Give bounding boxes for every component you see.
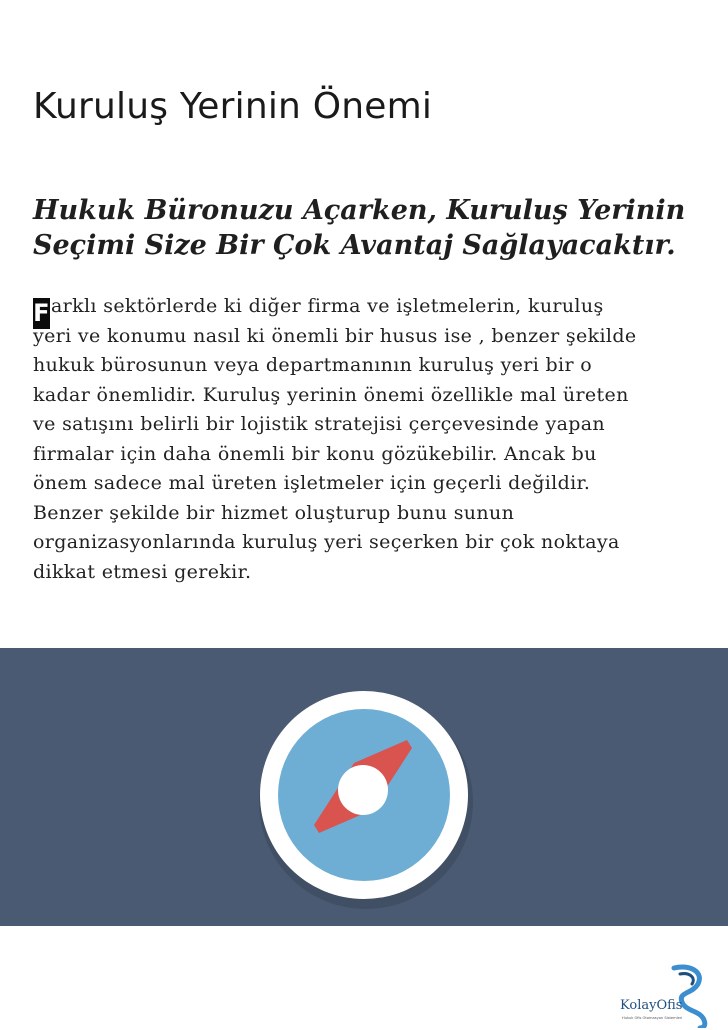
kolayofis-logo	[616, 962, 726, 1028]
body-line	[33, 292, 723, 327]
body-line: firmalar için daha önemli bir konu gözükebilir. Ancak bu	[33, 442, 597, 465]
body-line: ve satışını belirli bir lojistik stratejisi çerçevesinde yapan	[33, 413, 606, 435]
compass-center	[338, 765, 388, 815]
compass-icon	[0, 648, 728, 926]
body-line: önem sadece mal üreten işletmeler için geçerli değildir.	[33, 472, 591, 494]
subtitle-line: Hukuk Büronuzu Açarken, Kuruluş Yerinin	[33, 195, 686, 226]
body-line: hukuk bürosunun veya departmanının kuruluş yeri bir o	[33, 354, 593, 376]
body-line: kadar önemlidir. Kuruluş yerinin önemi özellikle mal üreten	[33, 383, 629, 406]
body-line: organizasyonlarında kuruluş yeri seçerken bir çok noktaya	[33, 531, 620, 553]
page-title: Kuruluş Yerinin Önemi	[33, 86, 433, 127]
subtitle-line: Seçimi Size Bir Çok Avantaj Sağlayacaktır.	[33, 230, 676, 261]
logo-name: KolayOfis	[620, 998, 683, 1013]
body-line: yeri ve konumu nasıl ki önemli bir husus ise , benzer şekilde	[33, 324, 637, 347]
body-line-text: arklı sektörlerde ki diğer firma ve işletmelerin, kuruluş	[51, 295, 604, 317]
body-line: dikkat etmesi gerekir.	[33, 560, 252, 583]
body-paragraph	[33, 292, 723, 587]
body-line: Benzer şekilde bir hizmet oluşturup bunu sunun	[33, 501, 515, 524]
compass-banner	[0, 648, 728, 926]
dropcap-letter: F	[33, 299, 50, 327]
subtitle	[33, 193, 703, 263]
logo-tagline: Hukuk Ofis Otomasyon Sistemleri	[622, 1016, 683, 1020]
